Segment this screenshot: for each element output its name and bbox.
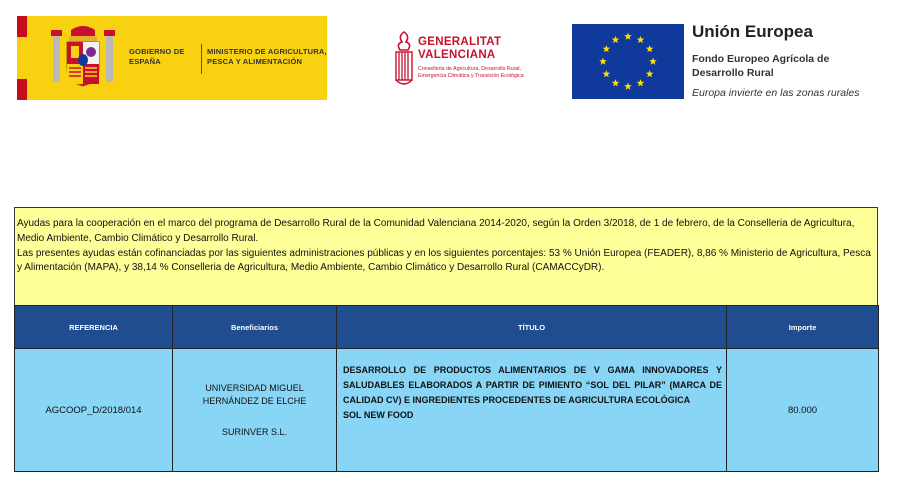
header-importe: Importe	[727, 306, 879, 349]
gobierno-espana-label: GOBIERNO DE ESPAÑA	[129, 47, 185, 66]
eu-motto: Europa invierte en las zonas rurales	[692, 87, 860, 99]
logo-divider	[201, 44, 202, 74]
coat-of-arms-icon	[47, 24, 119, 92]
projects-table-wrapper	[14, 305, 878, 472]
flag-stripe-yellow	[27, 16, 33, 100]
generalitat-title: GENERALITAT VALENCIANA	[418, 36, 502, 61]
info-paragraph-1: Ayudas para la cooperación en el marco del programa de Desarrollo Rural de la Comunidad Valenciana 2014-2020, según la Orden 3/2018, de 1 de febrero, de la Conselleria de Agricultura, Medio Ambiente, Cambio Climático y Desarrollo Rural.	[17, 218, 855, 244]
cell-importe: 80.000	[727, 349, 879, 472]
titulo-extra: SOL NEW FOOD	[343, 410, 414, 420]
header-beneficiarios: Beneficiarios	[173, 306, 337, 349]
header-titulo: TÍTULO	[337, 306, 727, 349]
spain-flag-stripe	[17, 16, 27, 100]
generalitat-valenciana-logo	[393, 26, 533, 96]
conselleria-subtitle: Conselleria de Agricultura, Desarrollo Rural, Emergencia Climática y Transición Ecológica	[418, 66, 524, 79]
cell-beneficiarios	[173, 349, 337, 472]
table-row	[15, 349, 879, 472]
gobierno-espana-logo	[17, 16, 327, 100]
feader-fund-label: Fondo Europeo Agrícola de Desarrollo Rural	[692, 53, 830, 79]
ministerio-label: MINISTERIO DE AGRICULTURA, PESCA Y ALIMENTACIÓN	[207, 47, 327, 66]
cell-titulo	[337, 349, 727, 472]
projects-table	[14, 305, 879, 472]
table-header-row	[15, 306, 879, 349]
header-referencia: REFERENCIA	[15, 306, 173, 349]
funding-info-block	[14, 207, 878, 305]
beneficiario-1: UNIVERSIDAD MIGUEL HERNÁNDEZ DE ELCHE	[202, 382, 307, 406]
beneficiario-2: SURINVER S.L.	[221, 426, 288, 437]
titulo-text: DESARROLLO DE PRODUCTOS ALIMENTARIOS DE V GAMA INNOVADORES Y SALUDABLES ELABORADOS A PARTIR DE PIMIENTO “SOL DEL PILAR” (MARCA DE CALIDAD CV) E INGREDIENTES PROCEDENTES DE AGRICULTURA ECOLÓGICA	[343, 365, 722, 405]
info-paragraph-2: Las presentes ayudas están cofinanciadas por las siguientes administraciones públicas y en los siguientes porcentajes: 53 % Unión Europea (FEADER), 8,86 % Ministerio de Agricultura, Pesca y Alimentación (MAPA), y 38,14 % Conselleria de Agricultura, Medio Ambiente, Cambio Climático y Desarrollo Rural (CAMACCyDR).	[17, 247, 871, 274]
generalitat-mark-icon	[393, 30, 415, 90]
eu-flag-icon	[572, 24, 684, 99]
cell-referencia: AGCOOP_D/2018/014	[15, 349, 173, 472]
union-europea-title: Unión Europea	[692, 22, 813, 41]
